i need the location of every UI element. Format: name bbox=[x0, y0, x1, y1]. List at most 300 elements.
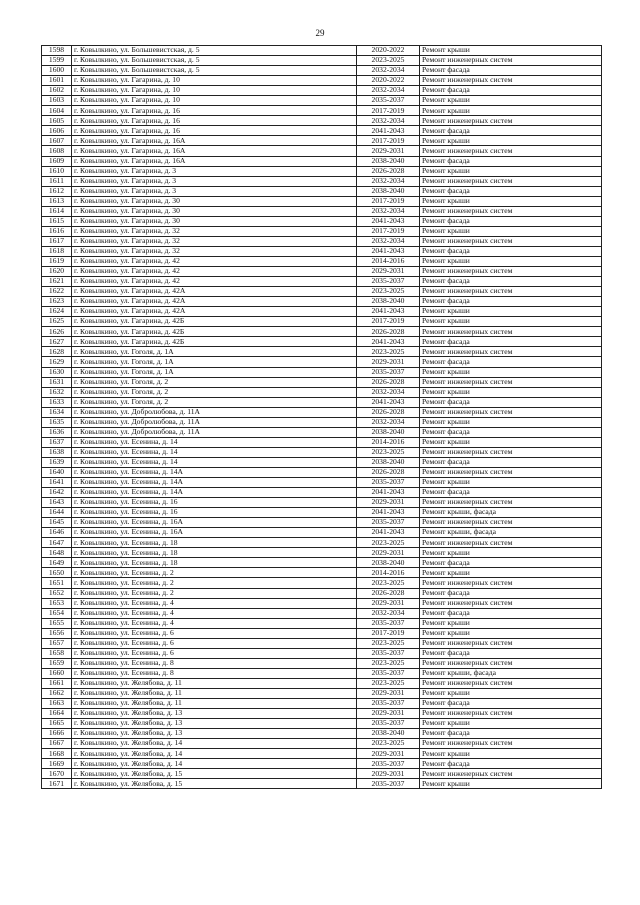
row-number: 1631 bbox=[42, 377, 72, 387]
table-row bbox=[42, 709, 602, 719]
row-number: 1627 bbox=[42, 337, 72, 347]
period-cell: 2041-2043 bbox=[357, 216, 420, 226]
period-cell: 2026-2028 bbox=[357, 588, 420, 598]
work-type-cell: Ремонт инженерных систем bbox=[420, 176, 602, 186]
work-type-cell: Ремонт крыши bbox=[420, 387, 602, 397]
address-cell: г. Ковылкино, ул. Есенина, д. 14 bbox=[72, 437, 357, 447]
row-number: 1625 bbox=[42, 317, 72, 327]
period-cell: 2023-2025 bbox=[357, 347, 420, 357]
period-cell: 2029-2031 bbox=[357, 769, 420, 779]
period-cell: 2038-2040 bbox=[357, 297, 420, 307]
address-cell: г. Ковылкино, ул. Большевистская, д. 5 bbox=[72, 46, 357, 56]
table-row bbox=[42, 136, 602, 146]
row-number: 1612 bbox=[42, 186, 72, 196]
address-cell: г. Ковылкино, ул. Гоголя, д. 2 bbox=[72, 377, 357, 387]
period-cell: 2023-2025 bbox=[357, 56, 420, 66]
table-row bbox=[42, 277, 602, 287]
work-type-cell: Ремонт крыши bbox=[420, 226, 602, 236]
address-cell: г. Ковылкино, ул. Гагарина, д. 32 bbox=[72, 236, 357, 246]
table-row bbox=[42, 528, 602, 538]
row-number: 1655 bbox=[42, 618, 72, 628]
period-cell: 2026-2028 bbox=[357, 327, 420, 337]
period-cell: 2038-2040 bbox=[357, 427, 420, 437]
period-cell: 2017-2019 bbox=[357, 226, 420, 236]
address-cell: г. Ковылкино, ул. Есенина, д. 6 bbox=[72, 648, 357, 658]
table-row bbox=[42, 246, 602, 256]
table-row bbox=[42, 327, 602, 337]
table-row bbox=[42, 498, 602, 508]
work-type-cell: Ремонт фасада bbox=[420, 66, 602, 76]
work-type-cell: Ремонт фасада bbox=[420, 186, 602, 196]
address-cell: г. Ковылкино, ул. Гагарина, д. 16 bbox=[72, 106, 357, 116]
row-number: 1606 bbox=[42, 126, 72, 136]
address-cell: г. Ковылкино, ул. Желябова, д. 11 bbox=[72, 689, 357, 699]
address-cell: г. Ковылкино, ул. Есенина, д. 16А bbox=[72, 528, 357, 538]
table-row bbox=[42, 176, 602, 186]
work-type-cell: Ремонт инженерных систем bbox=[420, 467, 602, 477]
address-cell: г. Ковылкино, ул. Гагарина, д. 32 bbox=[72, 226, 357, 236]
row-number: 1652 bbox=[42, 588, 72, 598]
row-number: 1619 bbox=[42, 256, 72, 266]
address-cell: г. Ковылкино, ул. Добролюбова, д. 11А bbox=[72, 417, 357, 427]
period-cell: 2023-2025 bbox=[357, 578, 420, 588]
address-cell: г. Ковылкино, ул. Гагарина, д. 3 bbox=[72, 176, 357, 186]
table-row bbox=[42, 236, 602, 246]
period-cell: 2023-2025 bbox=[357, 658, 420, 668]
address-cell: г. Ковылкино, ул. Гагарина, д. 3 bbox=[72, 186, 357, 196]
address-cell: г. Ковылкино, ул. Есенина, д. 8 bbox=[72, 658, 357, 668]
table-row bbox=[42, 658, 602, 668]
table-row bbox=[42, 437, 602, 447]
work-type-cell: Ремонт крыши bbox=[420, 548, 602, 558]
row-number: 1604 bbox=[42, 106, 72, 116]
period-cell: 2029-2031 bbox=[357, 357, 420, 367]
address-cell: г. Ковылкино, ул. Есенина, д. 4 bbox=[72, 598, 357, 608]
table-row bbox=[42, 56, 602, 66]
period-cell: 2023-2025 bbox=[357, 538, 420, 548]
work-type-cell: Ремонт фасада bbox=[420, 457, 602, 467]
table-row bbox=[42, 126, 602, 136]
work-type-cell: Ремонт крыши bbox=[420, 568, 602, 578]
period-cell: 2035-2037 bbox=[357, 518, 420, 528]
address-cell: г. Ковылкино, ул. Гагарина, д. 3 bbox=[72, 166, 357, 176]
row-number: 1615 bbox=[42, 216, 72, 226]
period-cell: 2023-2025 bbox=[357, 739, 420, 749]
work-type-cell: Ремонт крыши bbox=[420, 96, 602, 106]
period-cell: 2035-2037 bbox=[357, 277, 420, 287]
work-type-cell: Ремонт крыши bbox=[420, 46, 602, 56]
work-type-cell: Ремонт крыши bbox=[420, 618, 602, 628]
address-cell: г. Ковылкино, ул. Есенина, д. 2 bbox=[72, 578, 357, 588]
period-cell: 2020-2022 bbox=[357, 46, 420, 56]
period-cell: 2029-2031 bbox=[357, 146, 420, 156]
work-type-cell: Ремонт инженерных систем bbox=[420, 578, 602, 588]
table-row bbox=[42, 96, 602, 106]
work-type-cell: Ремонт фасада bbox=[420, 216, 602, 226]
row-number: 1618 bbox=[42, 246, 72, 256]
period-cell: 2035-2037 bbox=[357, 648, 420, 658]
address-cell: г. Ковылкино, ул. Гагарина, д. 10 bbox=[72, 96, 357, 106]
period-cell: 2035-2037 bbox=[357, 668, 420, 678]
address-cell: г. Ковылкино, ул. Есенина, д. 16А bbox=[72, 518, 357, 528]
table-row bbox=[42, 648, 602, 658]
work-type-cell: Ремонт инженерных систем bbox=[420, 116, 602, 126]
period-cell: 2029-2031 bbox=[357, 548, 420, 558]
row-number: 1666 bbox=[42, 729, 72, 739]
period-cell: 2032-2034 bbox=[357, 66, 420, 76]
row-number: 1659 bbox=[42, 658, 72, 668]
period-cell: 2035-2037 bbox=[357, 478, 420, 488]
period-cell: 2014-2016 bbox=[357, 437, 420, 447]
table-row bbox=[42, 769, 602, 779]
table-row bbox=[42, 377, 602, 387]
table-row bbox=[42, 216, 602, 226]
table-row bbox=[42, 267, 602, 277]
address-cell: г. Ковылкино, ул. Гоголя, д. 1А bbox=[72, 347, 357, 357]
work-type-cell: Ремонт инженерных систем bbox=[420, 709, 602, 719]
row-number: 1638 bbox=[42, 447, 72, 457]
work-type-cell: Ремонт фасада bbox=[420, 277, 602, 287]
row-number: 1598 bbox=[42, 46, 72, 56]
work-type-cell: Ремонт фасада bbox=[420, 397, 602, 407]
period-cell: 2035-2037 bbox=[357, 759, 420, 769]
table-row bbox=[42, 427, 602, 437]
row-number: 1648 bbox=[42, 548, 72, 558]
period-cell: 2017-2019 bbox=[357, 628, 420, 638]
address-cell: г. Ковылкино, ул. Гагарина, д. 42 bbox=[72, 277, 357, 287]
table-row bbox=[42, 508, 602, 518]
table-row bbox=[42, 518, 602, 528]
table-row bbox=[42, 46, 602, 56]
page-number: 29 bbox=[315, 28, 325, 38]
row-number: 1642 bbox=[42, 488, 72, 498]
row-number: 1601 bbox=[42, 76, 72, 86]
row-number: 1600 bbox=[42, 66, 72, 76]
period-cell: 2023-2025 bbox=[357, 678, 420, 688]
period-cell: 2026-2028 bbox=[357, 377, 420, 387]
address-cell: г. Ковылкино, ул. Гагарина, д. 42 bbox=[72, 267, 357, 277]
address-cell: г. Ковылкино, ул. Есенина, д. 14А bbox=[72, 488, 357, 498]
address-cell: г. Ковылкино, ул. Есенина, д. 2 bbox=[72, 588, 357, 598]
row-number: 1640 bbox=[42, 467, 72, 477]
work-type-cell: Ремонт крыши bbox=[420, 317, 602, 327]
work-type-cell: Ремонт инженерных систем bbox=[420, 267, 602, 277]
row-number: 1629 bbox=[42, 357, 72, 367]
work-type-cell: Ремонт крыши bbox=[420, 437, 602, 447]
address-cell: г. Ковылкино, ул. Гагарина, д. 42Б bbox=[72, 317, 357, 327]
period-cell: 2035-2037 bbox=[357, 699, 420, 709]
address-cell: г. Ковылкино, ул. Гагарина, д. 16А bbox=[72, 146, 357, 156]
work-type-cell: Ремонт крыши bbox=[420, 689, 602, 699]
table-row bbox=[42, 598, 602, 608]
table-row bbox=[42, 397, 602, 407]
table-row bbox=[42, 739, 602, 749]
table-row bbox=[42, 759, 602, 769]
table-row bbox=[42, 66, 602, 76]
registry-table-body bbox=[42, 46, 602, 789]
row-number: 1635 bbox=[42, 417, 72, 427]
row-number: 1617 bbox=[42, 236, 72, 246]
table-row bbox=[42, 729, 602, 739]
address-cell: г. Ковылкино, ул. Гагарина, д. 42А bbox=[72, 287, 357, 297]
table-row bbox=[42, 407, 602, 417]
work-type-cell: Ремонт инженерных систем bbox=[420, 638, 602, 648]
work-type-cell: Ремонт инженерных систем bbox=[420, 327, 602, 337]
work-type-cell: Ремонт крыши bbox=[420, 628, 602, 638]
address-cell: г. Ковылкино, ул. Есенина, д. 6 bbox=[72, 638, 357, 648]
table-row bbox=[42, 287, 602, 297]
table-row bbox=[42, 106, 602, 116]
table-row bbox=[42, 467, 602, 477]
period-cell: 2038-2040 bbox=[357, 186, 420, 196]
period-cell: 2041-2043 bbox=[357, 307, 420, 317]
row-number: 1665 bbox=[42, 719, 72, 729]
row-number: 1658 bbox=[42, 648, 72, 658]
row-number: 1661 bbox=[42, 678, 72, 688]
row-number: 1654 bbox=[42, 608, 72, 618]
work-type-cell: Ремонт инженерных систем bbox=[420, 146, 602, 156]
address-cell: г. Ковылкино, ул. Большевистская, д. 5 bbox=[72, 66, 357, 76]
address-cell: г. Ковылкино, ул. Гагарина, д. 42Б bbox=[72, 337, 357, 347]
period-cell: 2029-2031 bbox=[357, 598, 420, 608]
address-cell: г. Ковылкино, ул. Гоголя, д. 2 bbox=[72, 387, 357, 397]
period-cell: 2038-2040 bbox=[357, 729, 420, 739]
period-cell: 2023-2025 bbox=[357, 447, 420, 457]
address-cell: г. Ковылкино, ул. Гагарина, д. 16 bbox=[72, 116, 357, 126]
work-type-cell: Ремонт фасада bbox=[420, 699, 602, 709]
row-number: 1609 bbox=[42, 156, 72, 166]
row-number: 1633 bbox=[42, 397, 72, 407]
table-row bbox=[42, 689, 602, 699]
address-cell: г. Ковылкино, ул. Гагарина, д. 16 bbox=[72, 126, 357, 136]
table-row bbox=[42, 457, 602, 467]
address-cell: г. Ковылкино, ул. Гагарина, д. 42А bbox=[72, 307, 357, 317]
row-number: 1670 bbox=[42, 769, 72, 779]
period-cell: 2032-2034 bbox=[357, 387, 420, 397]
address-cell: г. Ковылкино, ул. Гагарина, д. 16А bbox=[72, 136, 357, 146]
work-type-cell: Ремонт инженерных систем bbox=[420, 598, 602, 608]
table-row bbox=[42, 357, 602, 367]
row-number: 1623 bbox=[42, 297, 72, 307]
work-type-cell: Ремонт инженерных систем bbox=[420, 407, 602, 417]
table-row bbox=[42, 307, 602, 317]
address-cell: г. Ковылкино, ул. Желябова, д. 11 bbox=[72, 699, 357, 709]
address-cell: г. Ковылкино, ул. Желябова, д. 13 bbox=[72, 729, 357, 739]
address-cell: г. Ковылкино, ул. Есенина, д. 16 bbox=[72, 508, 357, 518]
table-row bbox=[42, 347, 602, 357]
work-type-cell: Ремонт инженерных систем bbox=[420, 287, 602, 297]
work-type-cell: Ремонт инженерных систем bbox=[420, 76, 602, 86]
work-type-cell: Ремонт крыши bbox=[420, 106, 602, 116]
row-number: 1667 bbox=[42, 739, 72, 749]
table-row bbox=[42, 367, 602, 377]
period-cell: 2041-2043 bbox=[357, 528, 420, 538]
table-row bbox=[42, 86, 602, 96]
table-row bbox=[42, 196, 602, 206]
period-cell: 2032-2034 bbox=[357, 236, 420, 246]
period-cell: 2014-2016 bbox=[357, 568, 420, 578]
period-cell: 2041-2043 bbox=[357, 126, 420, 136]
work-type-cell: Ремонт инженерных систем bbox=[420, 347, 602, 357]
row-number: 1632 bbox=[42, 387, 72, 397]
work-type-cell: Ремонт крыши bbox=[420, 779, 602, 789]
work-type-cell: Ремонт инженерных систем bbox=[420, 206, 602, 216]
address-cell: г. Ковылкино, ул. Добролюбова, д. 11А bbox=[72, 427, 357, 437]
address-cell: г. Ковылкино, ул. Гоголя, д. 2 bbox=[72, 397, 357, 407]
row-number: 1651 bbox=[42, 578, 72, 588]
period-cell: 2035-2037 bbox=[357, 779, 420, 789]
row-number: 1624 bbox=[42, 307, 72, 317]
address-cell: г. Ковылкино, ул. Добролюбова, д. 11А bbox=[72, 407, 357, 417]
period-cell: 2029-2031 bbox=[357, 689, 420, 699]
work-type-cell: Ремонт крыши, фасада bbox=[420, 508, 602, 518]
work-type-cell: Ремонт инженерных систем bbox=[420, 236, 602, 246]
work-type-cell: Ремонт фасада bbox=[420, 337, 602, 347]
row-number: 1621 bbox=[42, 277, 72, 287]
period-cell: 2041-2043 bbox=[357, 508, 420, 518]
address-cell: г. Ковылкино, ул. Есенина, д. 18 bbox=[72, 558, 357, 568]
row-number: 1663 bbox=[42, 699, 72, 709]
row-number: 1602 bbox=[42, 86, 72, 96]
address-cell: г. Ковылкино, ул. Гоголя, д. 1А bbox=[72, 357, 357, 367]
period-cell: 2041-2043 bbox=[357, 397, 420, 407]
address-cell: г. Ковылкино, ул. Есенина, д. 4 bbox=[72, 618, 357, 628]
row-number: 1613 bbox=[42, 196, 72, 206]
row-number: 1626 bbox=[42, 327, 72, 337]
row-number: 1639 bbox=[42, 457, 72, 467]
address-cell: г. Ковылкино, ул. Есенина, д. 18 bbox=[72, 538, 357, 548]
address-cell: г. Ковылкино, ул. Желябова, д. 11 bbox=[72, 678, 357, 688]
table-row bbox=[42, 116, 602, 126]
address-cell: г. Ковылкино, ул. Гагарина, д. 10 bbox=[72, 86, 357, 96]
period-cell: 2020-2022 bbox=[357, 76, 420, 86]
table-row bbox=[42, 678, 602, 688]
work-type-cell: Ремонт фасада bbox=[420, 588, 602, 598]
table-row bbox=[42, 256, 602, 266]
address-cell: г. Ковылкино, ул. Желябова, д. 14 bbox=[72, 749, 357, 759]
row-number: 1669 bbox=[42, 759, 72, 769]
period-cell: 2017-2019 bbox=[357, 196, 420, 206]
table-row bbox=[42, 668, 602, 678]
period-cell: 2035-2037 bbox=[357, 96, 420, 106]
work-type-cell: Ремонт крыши bbox=[420, 196, 602, 206]
period-cell: 2035-2037 bbox=[357, 367, 420, 377]
period-cell: 2029-2031 bbox=[357, 498, 420, 508]
address-cell: г. Ковылкино, ул. Желябова, д. 15 bbox=[72, 769, 357, 779]
table-row bbox=[42, 387, 602, 397]
table-row bbox=[42, 146, 602, 156]
address-cell: г. Ковылкино, ул. Есенина, д. 16 bbox=[72, 498, 357, 508]
row-number: 1641 bbox=[42, 478, 72, 488]
row-number: 1644 bbox=[42, 508, 72, 518]
row-number: 1668 bbox=[42, 749, 72, 759]
work-type-cell: Ремонт инженерных систем bbox=[420, 518, 602, 528]
table-row bbox=[42, 226, 602, 236]
address-cell: г. Ковылкино, ул. Желябова, д. 15 bbox=[72, 779, 357, 789]
table-row bbox=[42, 337, 602, 347]
work-type-cell: Ремонт крыши, фасада bbox=[420, 528, 602, 538]
work-type-cell: Ремонт крыши bbox=[420, 136, 602, 146]
row-number: 1608 bbox=[42, 146, 72, 156]
table-row bbox=[42, 608, 602, 618]
work-type-cell: Ремонт инженерных систем bbox=[420, 678, 602, 688]
row-number: 1662 bbox=[42, 689, 72, 699]
work-type-cell: Ремонт крыши bbox=[420, 719, 602, 729]
period-cell: 2032-2034 bbox=[357, 608, 420, 618]
period-cell: 2014-2016 bbox=[357, 256, 420, 266]
period-cell: 2029-2031 bbox=[357, 267, 420, 277]
address-cell: г. Ковылкино, ул. Гагарина, д. 30 bbox=[72, 196, 357, 206]
row-number: 1649 bbox=[42, 558, 72, 568]
row-number: 1616 bbox=[42, 226, 72, 236]
work-type-cell: Ремонт крыши bbox=[420, 307, 602, 317]
period-cell: 2038-2040 bbox=[357, 156, 420, 166]
row-number: 1645 bbox=[42, 518, 72, 528]
work-type-cell: Ремонт крыши bbox=[420, 417, 602, 427]
work-type-cell: Ремонт крыши bbox=[420, 367, 602, 377]
address-cell: г. Ковылкино, ул. Большевистская, д. 5 bbox=[72, 56, 357, 66]
work-type-cell: Ремонт крыши bbox=[420, 256, 602, 266]
row-number: 1646 bbox=[42, 528, 72, 538]
row-number: 1656 bbox=[42, 628, 72, 638]
period-cell: 2032-2034 bbox=[357, 86, 420, 96]
period-cell: 2017-2019 bbox=[357, 106, 420, 116]
period-cell: 2026-2028 bbox=[357, 166, 420, 176]
work-type-cell: Ремонт фасада bbox=[420, 297, 602, 307]
table-row bbox=[42, 638, 602, 648]
table-row bbox=[42, 478, 602, 488]
work-type-cell: Ремонт инженерных систем bbox=[420, 739, 602, 749]
table-row bbox=[42, 628, 602, 638]
work-type-cell: Ремонт инженерных систем bbox=[420, 377, 602, 387]
period-cell: 2041-2043 bbox=[357, 337, 420, 347]
table-row bbox=[42, 297, 602, 307]
address-cell: г. Ковылкино, ул. Гагарина, д. 30 bbox=[72, 216, 357, 226]
work-type-cell: Ремонт фасада bbox=[420, 608, 602, 618]
table-row bbox=[42, 166, 602, 176]
period-cell: 2017-2019 bbox=[357, 317, 420, 327]
work-type-cell: Ремонт инженерных систем bbox=[420, 538, 602, 548]
period-cell: 2029-2031 bbox=[357, 749, 420, 759]
work-type-cell: Ремонт фасада bbox=[420, 126, 602, 136]
row-number: 1643 bbox=[42, 498, 72, 508]
row-number: 1671 bbox=[42, 779, 72, 789]
period-cell: 2035-2037 bbox=[357, 618, 420, 628]
address-cell: г. Ковылкино, ул. Есенина, д. 8 bbox=[72, 668, 357, 678]
table-row bbox=[42, 186, 602, 196]
period-cell: 2023-2025 bbox=[357, 287, 420, 297]
table-row bbox=[42, 538, 602, 548]
table-row bbox=[42, 488, 602, 498]
table-row bbox=[42, 578, 602, 588]
row-number: 1599 bbox=[42, 56, 72, 66]
row-number: 1603 bbox=[42, 96, 72, 106]
table-row bbox=[42, 76, 602, 86]
address-cell: г. Ковылкино, ул. Гагарина, д. 42Б bbox=[72, 327, 357, 337]
row-number: 1628 bbox=[42, 347, 72, 357]
table-row bbox=[42, 699, 602, 709]
work-type-cell: Ремонт фасада bbox=[420, 427, 602, 437]
registry-table bbox=[41, 45, 602, 789]
work-type-cell: Ремонт инженерных систем bbox=[420, 56, 602, 66]
row-number: 1660 bbox=[42, 668, 72, 678]
row-number: 1657 bbox=[42, 638, 72, 648]
table-row bbox=[42, 749, 602, 759]
period-cell: 2023-2025 bbox=[357, 638, 420, 648]
table-row bbox=[42, 447, 602, 457]
row-number: 1605 bbox=[42, 116, 72, 126]
address-cell: г. Ковылкино, ул. Есенина, д. 14 bbox=[72, 457, 357, 467]
